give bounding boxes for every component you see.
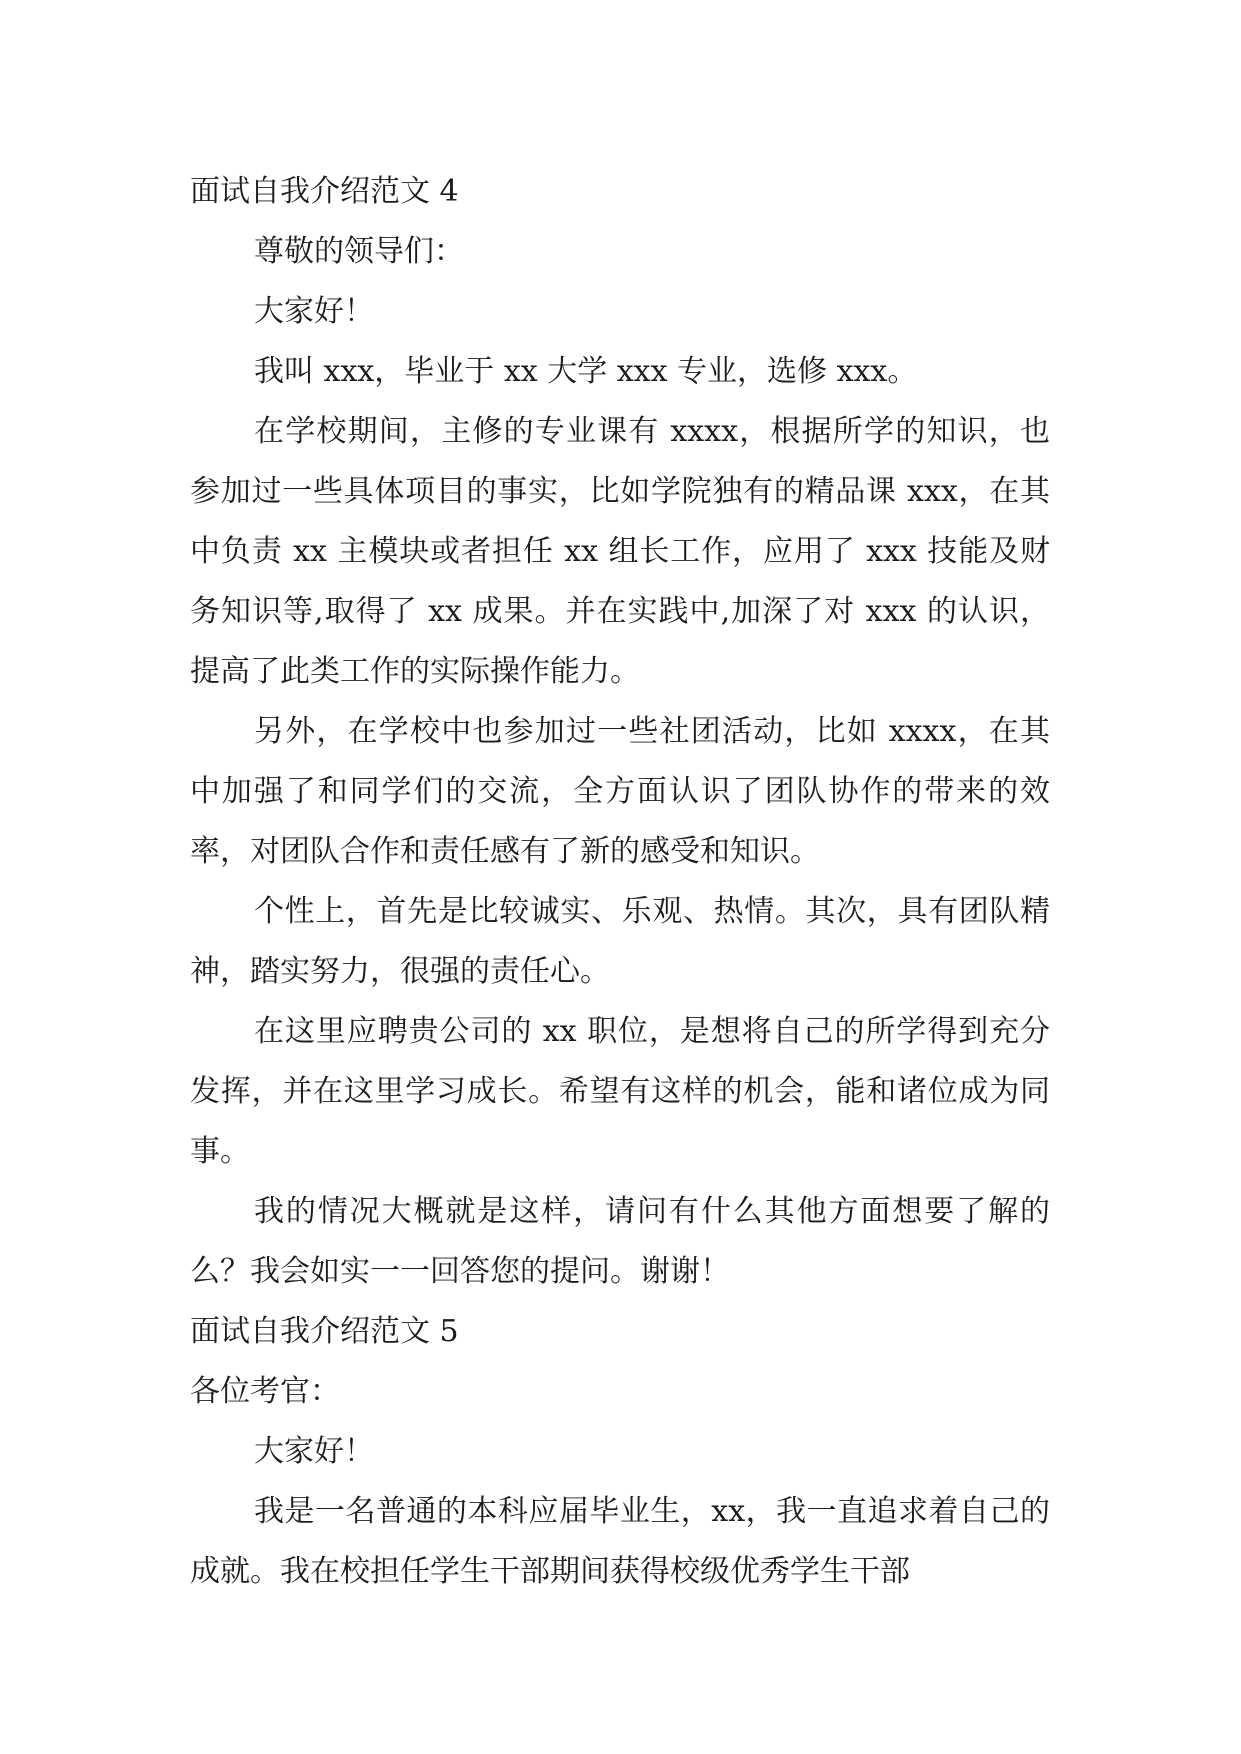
salutation: 尊敬的领导们：: [254, 234, 464, 269]
paragraph: 我叫 xxx，毕业于 xx 大学 xxx 专业，选修 xxx。: [254, 354, 918, 389]
paragraph: 我的情况大概就是这样，请问有什么其他方面想要了解的么？我会如实一一回答您的提问。谢谢！: [190, 1194, 1050, 1289]
paragraph: 另外，在学校中也参加过一些社团活动，比如 xxxx，在其中加强了和同学们的交流，全方面认识了团队协作的带来的效率，对团队合作和责任感有了新的感受和知识。: [190, 714, 1050, 869]
paragraph: 在这里应聘贵公司的 xx 职位，是想将自己的所学得到充分发挥，并在这里学习成长。希望有这样的机会，能和诸位成为同事。: [190, 1014, 1050, 1169]
paragraph: 我是一名普通的本科应届毕业生，xx，我一直追求着自己的成就。我在校担任学生干部期间获得校级优秀学生干部: [190, 1494, 1050, 1589]
section-heading-4: 面试自我介绍范文 4: [190, 174, 459, 209]
section-heading-5: 面试自我介绍范文 5: [190, 1314, 459, 1349]
greeting: 大家好！: [254, 1434, 374, 1469]
document-body: [190, 162, 1050, 1602]
greeting: 大家好！: [254, 294, 374, 329]
salutation: 各位考官：: [190, 1374, 340, 1409]
paragraph: 个性上，首先是比较诚实、乐观、热情。其次，具有团队精神，踏实努力，很强的责任心。: [190, 894, 1050, 989]
paragraph: 在学校期间，主修的专业课有 xxxx，根据所学的知识，也参加过一些具体项目的事实，比如学院独有的精品课 xxx，在其中负责 xx 主模块或者担任 xx 组长工作，应用了 xxx 技能及财务知识等,取得了 xx 成果。并在实践中,加深了对 xxx 的认识，提高了此类工作的实际操作能力。: [190, 414, 1050, 689]
